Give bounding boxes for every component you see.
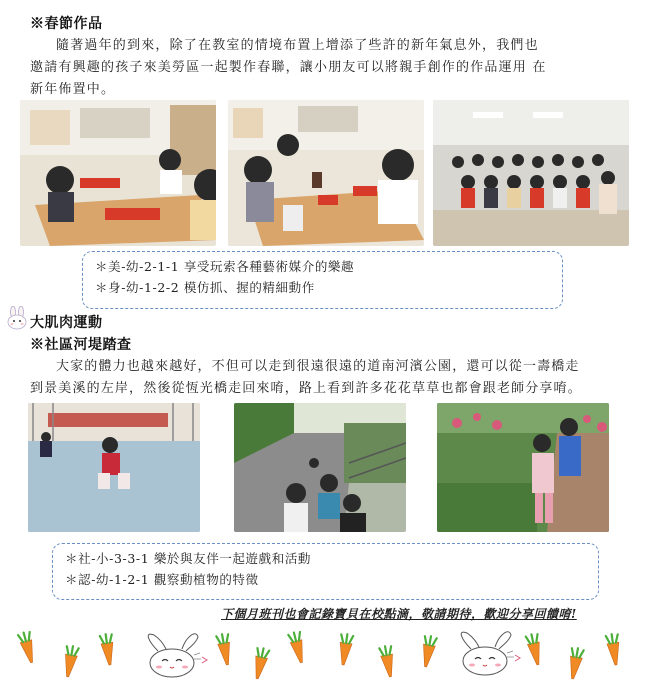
paragraph-line: 新年佈置中。 [30, 82, 116, 97]
carrot-icon [288, 631, 307, 664]
footer-note: 下個月班刊也會記錄寶貝在校點滴，敬請期待，歡迎分享回饋唷! [221, 607, 577, 621]
carrot-icon [567, 647, 584, 680]
section-subheading-riverbank: ※社區河堤踏查 [30, 337, 132, 353]
carrot-icon [18, 631, 38, 664]
learning-goal-item: ＊認-幼-1-2-1 觀察動植物的特徵 [65, 572, 259, 587]
photo-classroom-couplets-1 [20, 100, 216, 246]
carrot-bunny-border [0, 625, 649, 687]
carrot-icon [216, 633, 233, 666]
learning-goal-item: ＊美-幼-2-1-1 享受玩索各種藝術媒介的樂趣 [95, 259, 355, 274]
bunny-icon [148, 634, 207, 677]
learning-goals-box-1 [82, 251, 563, 309]
paragraph-line: 到景美溪的左岸，然後從恆光橋走回來唷，路上看到許多花花草草也都會跟老師分享唷。 [30, 381, 582, 396]
carrot-icon [420, 635, 437, 668]
bunny-icon [461, 632, 520, 675]
learning-goal-item: ＊社-小-3-3-1 樂於與友伴一起遊戲和活動 [65, 551, 312, 566]
section-heading-gross-motor: 大肌肉運動 [30, 315, 103, 331]
photo-flowers-path [437, 403, 609, 532]
photo-slide-playground [28, 403, 200, 532]
paragraph-line: 隨著過年的到來，除了在教室的情境布置上增添了些許的新年氣息外，我們也 [56, 38, 539, 53]
carrot-icon [606, 633, 622, 665]
carrot-icon [251, 647, 269, 680]
learning-goal-item: ＊身-幼-1-2-2 模仿抓、握的精細動作 [95, 280, 315, 295]
bunny-icon [5, 306, 29, 330]
section-paragraph-riverbank [30, 356, 642, 400]
paragraph-line: 邀請有興趣的孩子來美勞區一起製作春聯，讓小朋友可以將親手創作的作品運用 在 [30, 60, 547, 75]
photo-group-class [433, 100, 629, 246]
learning-goals-box-2 [52, 543, 599, 600]
section-heading-spring-festival: ※春節作品 [30, 16, 103, 32]
paragraph-line: 大家的體力也越來越好，不但可以走到很遠很遠的道南河濱公園，還可以從一壽橋走 [56, 359, 580, 374]
carrot-icon [100, 633, 116, 665]
carrot-icon [526, 633, 544, 666]
photo-riverbank-walk [234, 403, 406, 532]
carrot-icon [379, 645, 396, 678]
section-paragraph-spring-festival [30, 35, 630, 101]
photo-classroom-couplets-2 [228, 100, 424, 246]
carrot-icon [62, 645, 79, 678]
carrot-icon [337, 633, 353, 665]
